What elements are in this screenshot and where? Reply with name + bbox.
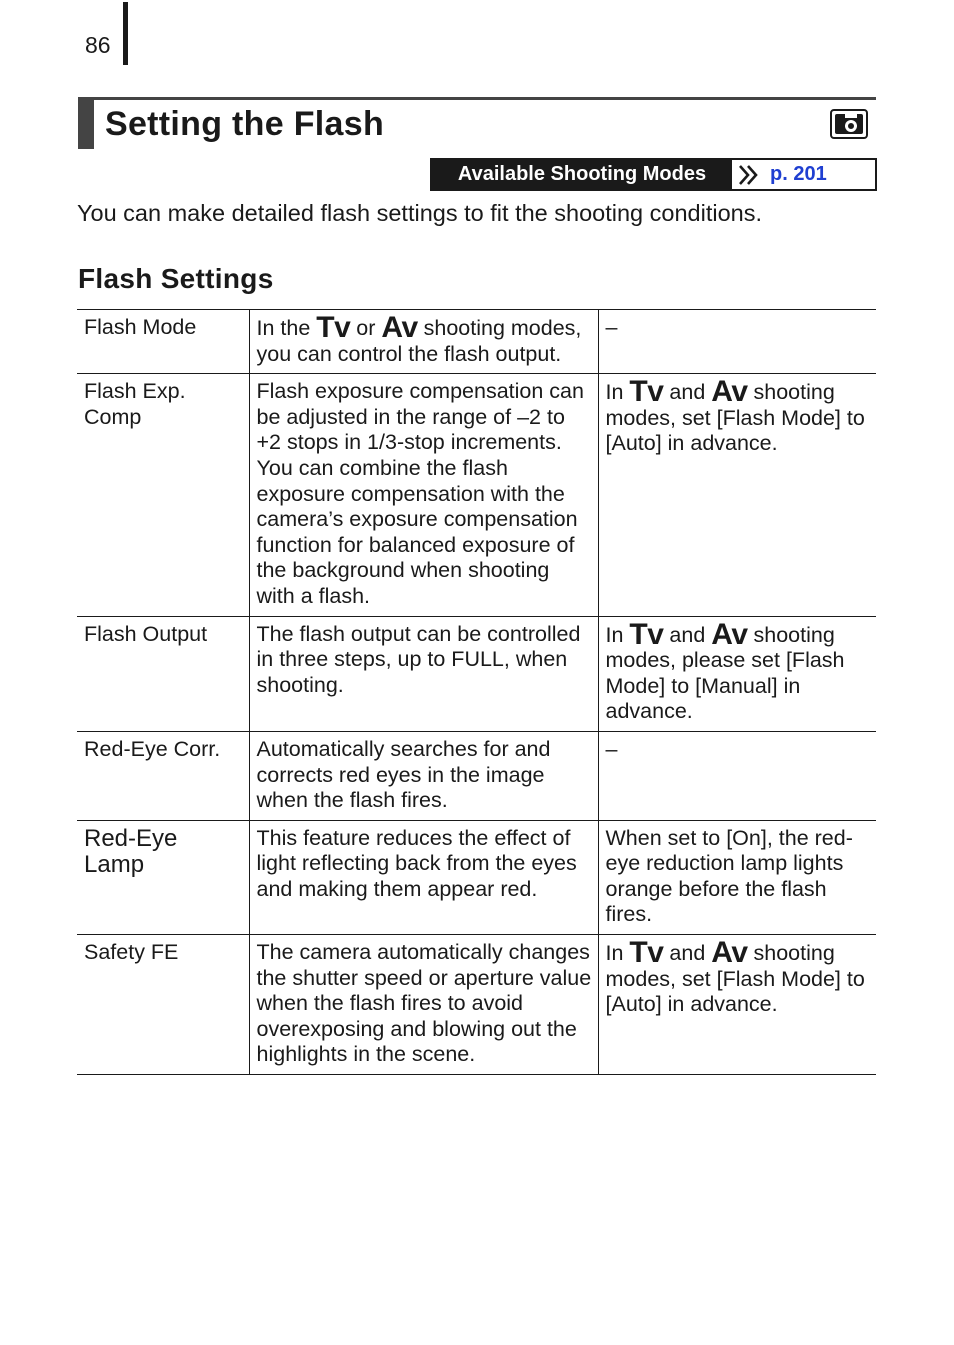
tv-mode-icon: Tv <box>629 936 664 970</box>
setting-description: The camera automatically changes the shutter speed or aperture value when the flash fires to avoid overexposing and blowing out the highlights in the scene. <box>249 935 598 1075</box>
setting-name: Red-Eye Lamp <box>77 820 249 934</box>
setting-note: – <box>598 731 876 820</box>
tv-mode-icon: Tv <box>629 617 664 651</box>
av-mode-icon: Av <box>711 375 748 409</box>
setting-description: The flash output can be controlled in three steps, up to FULL, when shooting. <box>249 616 598 731</box>
tv-mode-icon: Tv <box>629 375 664 409</box>
table-row <box>77 731 876 820</box>
table-row <box>77 935 876 1075</box>
title-accent-bar <box>78 100 94 149</box>
setting-note: In Tv and Av shooting modes, please set [Flash Mode] to [Manual] in advance. <box>598 616 876 731</box>
setting-description: Flash exposure compensation can be adjusted in the range of –2 to +2 stops in 1/3-stop increments. You can combine the flash exposure compensation with the camera’s exposure compensation function for balanced exposure of the background when shooting with a flash. <box>249 374 598 616</box>
setting-description: Automatically searches for and corrects red eyes in the image when the flash fires. <box>249 731 598 820</box>
setting-note: When set to [On], the red-eye reduction lamp lights orange before the flash fires. <box>598 820 876 934</box>
page-reference-link[interactable]: p. 201 <box>770 163 827 185</box>
setting-name: Flash Mode <box>77 310 249 374</box>
av-mode-icon: Av <box>381 311 418 344</box>
setting-name: Red-Eye Corr. <box>77 731 249 820</box>
setting-note: In Tv and Av shooting modes, set [Flash Mode] to [Auto] in advance. <box>598 935 876 1075</box>
table-row <box>77 820 876 934</box>
setting-description: In the Tv or Av shooting modes, you can control the flash output. <box>249 310 598 374</box>
av-mode-icon: Av <box>711 617 748 651</box>
page-number-rule <box>123 2 128 65</box>
section-heading: Flash Settings <box>78 263 274 294</box>
flash-settings-table <box>77 309 876 1075</box>
av-mode-icon: Av <box>711 936 748 970</box>
setting-name: Flash Output <box>77 616 249 731</box>
shooting-modes-label: Available Shooting Modes <box>432 160 732 189</box>
setting-name: Safety FE <box>77 935 249 1075</box>
double-chevron-right-icon <box>736 162 762 188</box>
table-row <box>77 310 876 374</box>
table-row <box>77 374 876 616</box>
title-bar <box>78 97 876 149</box>
intro-text: You can make detailed flash settings to fit the shooting conditions. <box>77 200 762 226</box>
page-title: Setting the Flash <box>105 105 385 143</box>
setting-note: In Tv and Av shooting modes, set [Flash Mode] to [Auto] in advance. <box>598 374 876 616</box>
page-number: 86 <box>85 32 111 58</box>
setting-description: This feature reduces the effect of light reflecting back from the eyes and making them appear red. <box>249 820 598 934</box>
tv-mode-icon: Tv <box>316 311 351 344</box>
table-row <box>77 616 876 731</box>
setting-name: Flash Exp. Comp <box>77 374 249 616</box>
setting-note: – <box>598 310 876 374</box>
camera-icon <box>830 109 868 139</box>
available-shooting-modes <box>430 158 877 191</box>
